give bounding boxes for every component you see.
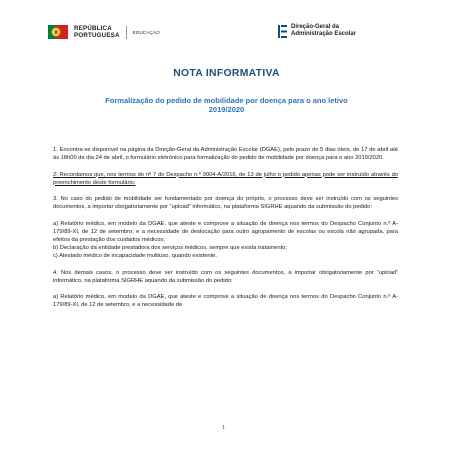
educacao-label: EDUCAÇÃO — [132, 30, 160, 36]
list-item-3a: a) Relatório médico, em modelo da DGAE, que ateste e comprove a situação de doença nos termos do Despacho Conjunto n.º A-179/89-XI, de 12 de setembro, e a necessidade de deslocação para outro agrupamento de escolas ou escola não agrupada, para efeitos da prestação dos cuidados médicos; — [53, 220, 398, 243]
paragraph-3-items — [53, 220, 398, 260]
republica-portuguesa-logo — [48, 22, 160, 42]
paragraph-1: 1. Encontra-se disponível na página da Direção-Geral da Administração Escolar (DGAE), pelo prazo de 5 dias úteis, de 17 de abril até às 18h00 de dia 24 de abril, o formulário eletrónico para formalização do pedido de mobilidade por doença para o ano 2019/2020. — [53, 147, 398, 162]
header-divider — [126, 26, 127, 39]
page-number: 1 — [222, 425, 225, 431]
paragraph-3: 3. No caso do pedido de mobilidade ser fundamentado por doença do próprio, o processo deve ser instruído com os seguintes documentos, a importar obrigatoriamente por “upload” informático, na plataforma SIGRHE aquando da submissão do pedido: — [53, 196, 398, 211]
document-subtitle: Formalização do pedido de mobilidade por doença para o ano letivo 2019/2020 — [105, 96, 348, 114]
portugal-emblem-icon — [48, 22, 70, 42]
paragraph-4: 4. Nos demais casos, o processo deve ser instruído com os seguintes documentos, a importar obrigatoriamente por “upload” informático, na plataforma SIGRHE aquando da submissão do pedido: — [53, 269, 398, 284]
document-body — [53, 146, 398, 318]
dgae-logo — [278, 24, 356, 38]
paragraph-4a: a) Relatório médico, em modelo da DGAE, que ateste e comprove a situação de doença nos termos do Despacho Conjunto n.º A-179/89-XI, de 12 de setembro, e a necessidade de — [53, 294, 398, 309]
paragraph-2: 2. Recordamos que, nos termos do nº 7 do Despacho n.º 9004-A/2016, de 13 de julho o pedido apenas pode ser instruído através do preenchimento deste formulário. — [53, 171, 398, 186]
dgae-wordmark: Direção-Geral da Administração Escolar — [291, 24, 357, 37]
republica-portuguesa-wordmark: REPÚBLICA PORTUGUESA — [74, 25, 120, 39]
list-item-3c: c) Atestado médico de incapacidade multiuso, quando existente. — [53, 253, 217, 260]
document-title: NOTA INFORMATIVA — [173, 68, 280, 79]
list-item-3b: b) Declaração da entidade prestadora dos serviços médicos, sempre que exista tratamento; — [53, 245, 287, 252]
dgae-emblem-icon — [278, 25, 287, 38]
